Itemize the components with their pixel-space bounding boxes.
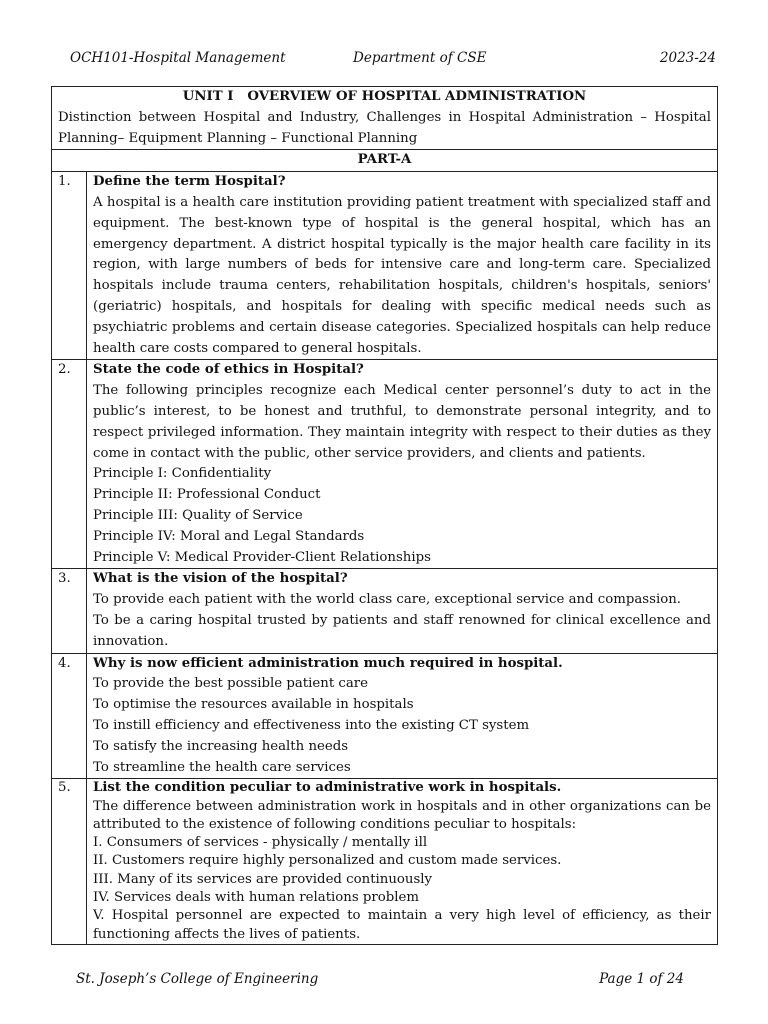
question-number: 2. xyxy=(52,360,87,569)
question-cell xyxy=(87,653,718,779)
answer-paragraph: A hospital is a health care institution providing patient treatment with specialized staff and equipment. The best-known type of hospital is the general hospital, which has an emergency department. A district hospital typically is the major health care facility in its region, with large numbers of beds for intensive care and long-term care. Specialized hospitals include trauma centers, rehabilitation hospitals, children's hospitals, seniors' (geriatric) hospitals, and hospitals for dealing with specific medical needs such as psychiatric problems and certain disease categories. Specialized hospitals can help reduce health care costs compared to general hospitals. xyxy=(93,194,711,356)
unit-title: UNIT I OVERVIEW OF HOSPITAL ADMINISTRATION xyxy=(182,89,587,104)
college-name: St. Joseph’s College of Engineering xyxy=(76,971,319,987)
page-number: Page 1 of 24 xyxy=(599,971,684,987)
question-number: 3. xyxy=(52,569,87,653)
page-header xyxy=(70,50,716,72)
answer-line: V. Hospital personnel are expected to maintain a very high level of efficiency, as their functioning affects the lives of patients. xyxy=(93,908,711,942)
question-text: List the condition peculiar to administrative work in hospitals. xyxy=(93,780,562,796)
answer-line: To provide each patient with the world class care, exceptional service and compassion. xyxy=(93,592,681,608)
question-text: What is the vision of the hospital? xyxy=(93,571,348,587)
academic-year: 2023-24 xyxy=(659,50,716,66)
department-name: Department of CSE xyxy=(353,50,487,66)
answer-line: II. Customers require highly personalized and custom made services. xyxy=(93,853,562,869)
answer-paragraph: The following principles recognize each Medical center personnel’s duty to act in the public’s interest, to be honest and truthful, to demonstrate personal integrity, and to respect privileged information. They maintain integrity with respect to their duties as they come in contact with the public, other service providers, and clients and patients. xyxy=(93,383,711,461)
answer-line: IV. Services deals with human relations problem xyxy=(93,890,420,906)
course-title: OCH101-Hospital Management xyxy=(70,50,286,66)
table-row xyxy=(52,653,718,779)
answer-line: Principle IV: Moral and Legal Standards xyxy=(93,528,365,544)
answer-line: To provide the best possible patient care xyxy=(93,676,369,692)
answer-line: Principle V: Medical Provider-Client Relationships xyxy=(93,549,431,565)
answer-paragraph: The difference between administration work in hospitals and in other organizations can be attributed to the existence of following conditions peculiar to hospitals: xyxy=(93,798,711,832)
answer-line: To streamline the health care services xyxy=(93,759,351,775)
answer-line: To be a caring hospital trusted by patients and staff renowned for clinical excellence and innovation. xyxy=(93,612,711,649)
question-cell xyxy=(87,172,718,360)
unit-row xyxy=(52,87,718,150)
question-cell xyxy=(87,779,718,945)
unit-syllabus: Distinction between Hospital and Industry, Challenges in Hospital Administration – Hospital Planning– Equipment Planning – Functional Planning xyxy=(58,109,711,146)
question-number: 4. xyxy=(52,653,87,779)
question-text: Define the term Hospital? xyxy=(93,174,286,190)
answer-line: III. Many of its services are provided continuously xyxy=(93,871,433,887)
table-row xyxy=(52,779,718,945)
question-cell xyxy=(87,360,718,569)
table-row xyxy=(52,172,718,360)
answer-line: Principle I: Confidentiality xyxy=(93,466,272,482)
table-row xyxy=(52,569,718,653)
answer-line: To satisfy the increasing health needs xyxy=(93,738,349,754)
part-heading: PART-A xyxy=(52,150,718,172)
question-cell xyxy=(87,569,718,653)
question-text: Why is now efficient administration much required in hospital. xyxy=(93,655,563,671)
answer-line: To instill efficiency and effectiveness into the existing CT system xyxy=(93,717,530,733)
answer-line: Principle III: Quality of Service xyxy=(93,507,303,523)
answer-line: I. Consumers of services - physically / mentally ill xyxy=(93,835,428,851)
table-row xyxy=(52,360,718,569)
part-row xyxy=(52,150,718,172)
answer-line: Principle II: Professional Conduct xyxy=(93,487,321,503)
answer-line: To optimise the resources available in hospitals xyxy=(93,697,414,713)
question-number: 1. xyxy=(52,172,87,360)
question-text: State the code of ethics in Hospital? xyxy=(93,362,364,378)
question-table xyxy=(51,86,718,945)
question-number: 5. xyxy=(52,779,87,945)
page-footer xyxy=(76,971,684,991)
unit-cell xyxy=(52,87,718,150)
